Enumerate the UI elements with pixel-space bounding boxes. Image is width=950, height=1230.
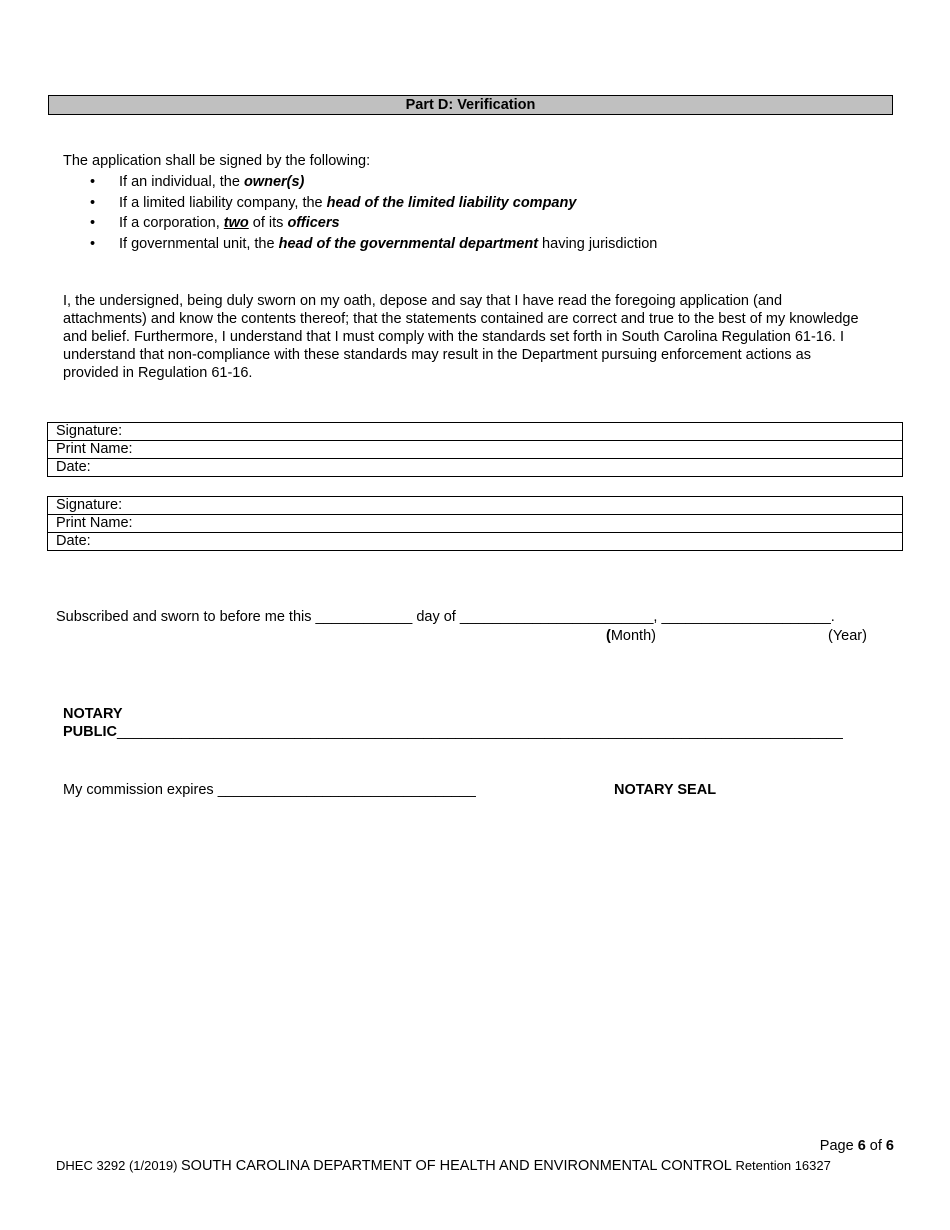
print-name-field[interactable]: Print Name: <box>48 441 903 459</box>
form-footer: DHEC 3292 (1/2019) SOUTH CAROLINA DEPARTMENT OF HEALTH AND ENVIRONMENTAL CONTROL Retention 16327 <box>56 1158 831 1174</box>
page-number: Page 6 of 6 <box>819 1138 894 1154</box>
signature-field[interactable]: Signature: <box>48 497 903 515</box>
month-label: (Month) <box>606 628 656 644</box>
notary-public-signature-line[interactable]: PUBLIC__________________________________________________________________________________________ <box>63 724 843 740</box>
section-title: Part D: Verification <box>48 95 893 115</box>
date-field[interactable]: Date: <box>48 459 903 477</box>
notary-public-label: NOTARY <box>63 706 123 722</box>
year-label: (Year) <box>828 628 867 644</box>
print-name-field[interactable]: Print Name: <box>48 515 903 533</box>
signer-requirements-list <box>90 172 657 254</box>
date-field[interactable]: Date: <box>48 533 903 551</box>
list-item: • If a limited liability company, the head of the limited liability company <box>90 193 657 214</box>
sworn-statement: Subscribed and sworn to before me this ____________ day of ________________________, _____________________. <box>56 609 835 625</box>
list-item: • If governmental unit, the head of the governmental department having jurisdiction <box>90 234 657 255</box>
list-item: • If a corporation, two of its officers <box>90 213 657 234</box>
intro-text: The application shall be signed by the following: <box>63 153 371 169</box>
signature-block-1 <box>47 422 903 477</box>
commission-expires-line[interactable]: My commission expires ________________________________ <box>63 782 476 798</box>
notary-seal-label: NOTARY SEAL <box>614 782 717 798</box>
oath-statement: I, the undersigned, being duly sworn on my oath, depose and say that I have read the foregoing application (and attachments) and know the contents thereof; that the statements contained are correct and true to the best of my knowledge and belief. Furthermore, I understand that I must comply with the standards set forth in South Carolina Regulation 61-16. I understand that non-compliance with these standards may result in the Department pursuing enforcement actions as provided in Regulation 61-16. <box>63 293 859 381</box>
list-item: • If an individual, the owner(s) <box>90 172 657 193</box>
signature-block-2 <box>47 496 903 551</box>
signature-field[interactable]: Signature: <box>48 423 903 441</box>
